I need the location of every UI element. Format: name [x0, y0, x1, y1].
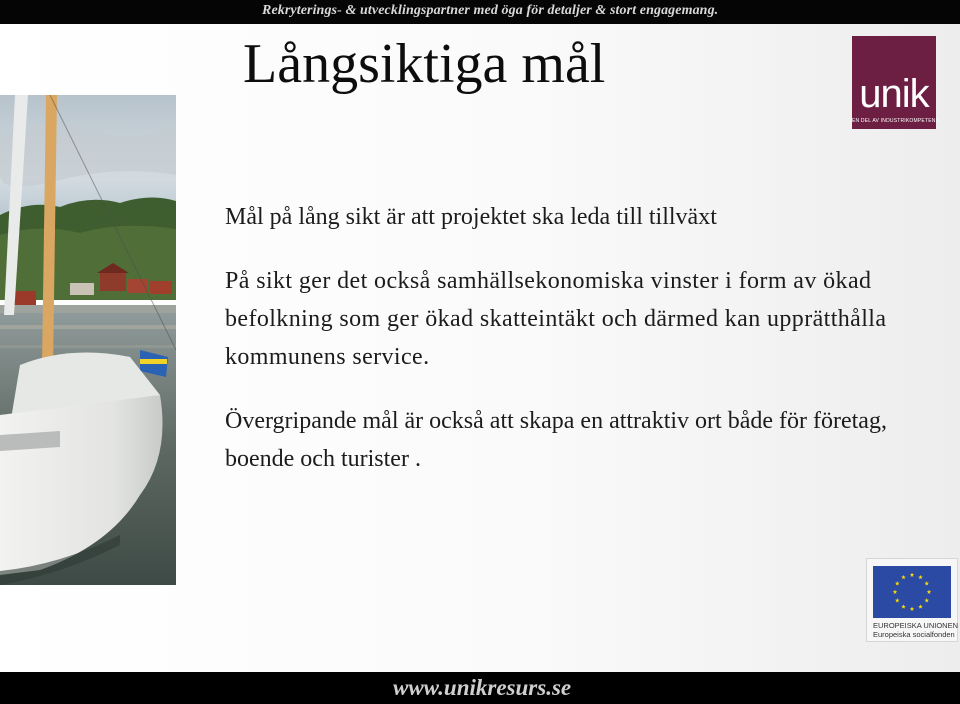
bottom-banner [0, 672, 960, 704]
eu-star-icon [927, 590, 932, 594]
body-text [225, 198, 925, 504]
eu-star-icon [910, 607, 915, 611]
sailboat-harbor-photo [0, 95, 176, 585]
eu-star-icon [901, 575, 906, 579]
eu-star-icon [924, 581, 929, 585]
eu-star-icon [901, 604, 906, 608]
eu-star-icon [895, 598, 900, 602]
eu-flag-icon [873, 566, 951, 618]
eu-fund-name: Europeiska socialfonden [873, 630, 955, 639]
logo-text: unik [859, 72, 929, 116]
eu-star-icon [918, 604, 923, 608]
logo-subtitle: EN DEL AV INDUSTRIKOMPETENS [852, 118, 940, 124]
top-banner [0, 0, 960, 24]
slide-title: Långsiktiga mål [243, 33, 606, 95]
eu-star-icon [910, 573, 915, 577]
unik-logo [852, 36, 940, 129]
eu-star-icon [893, 590, 898, 594]
eu-star-icon [895, 581, 900, 585]
eu-name: EUROPEISKA UNIONEN [873, 621, 959, 630]
eu-star-icon [924, 598, 929, 602]
paragraph-socioeconomic-gains: På sikt ger det också samhällsekonomiska vinster i form av ökad befolkning som ger ökad skatteintäkt och därmed kan upprätthålla kommunens service. [225, 268, 887, 370]
paragraph-overall-goal: Övergripande mål är också att skapa en attraktiv ort både för företag, boende och turister . [225, 408, 887, 472]
tagline: Rekryterings- & utvecklingspartner med öga för detaljer & stort engagemang. [262, 3, 719, 18]
eu-star-icon [918, 575, 923, 579]
website-link[interactable]: www.unikresurs.se [393, 675, 572, 700]
eu-social-fund-badge [866, 558, 958, 642]
paragraph-long-term-goal: Mål på lång sikt är att projektet ska leda till tillväxt [225, 204, 717, 230]
